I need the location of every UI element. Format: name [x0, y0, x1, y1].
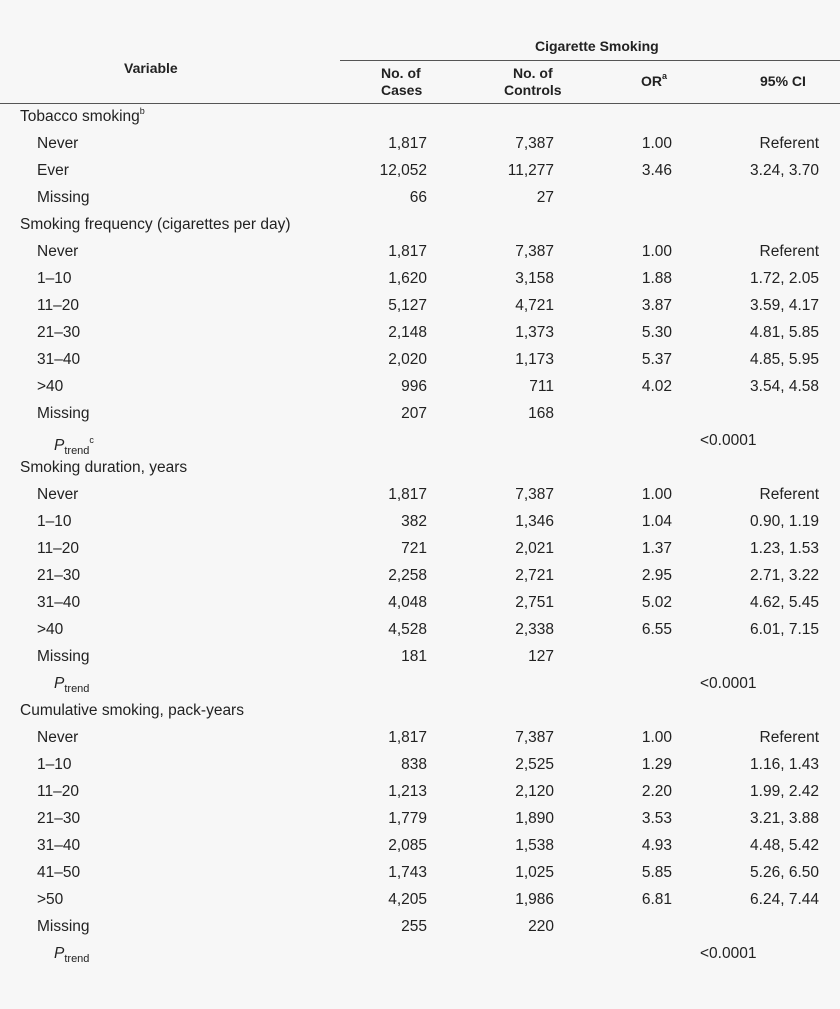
or-cell: 5.37 — [641, 351, 672, 368]
label-footnote: b — [139, 106, 145, 116]
label-text: Missing — [37, 918, 90, 935]
table-row — [0, 751, 840, 778]
table-row — [0, 508, 840, 535]
or-cell: 3.87 — [641, 297, 672, 314]
row-label — [37, 832, 80, 859]
or-cell: 6.81 — [641, 891, 672, 908]
ci-cell: 3.24, 3.70 — [750, 162, 819, 179]
controls-cell: 2,751 — [515, 594, 554, 611]
ci-cell: 1.23, 1.53 — [750, 540, 819, 557]
or-cell: 1.00 — [641, 729, 672, 746]
cases-cell: 4,528 — [388, 621, 427, 638]
header-group-rule — [340, 60, 840, 61]
label-text: 11–20 — [37, 783, 79, 800]
label-text: >50 — [37, 891, 64, 908]
or-cell: 1.04 — [641, 513, 672, 530]
section-label — [20, 103, 145, 130]
section-label — [20, 454, 187, 481]
ci-cell: 6.24, 7.44 — [750, 891, 819, 908]
controls-cell: 1,373 — [515, 324, 554, 341]
label-text: 21–30 — [37, 567, 81, 584]
ci-cell: 4.48, 5.42 — [750, 837, 819, 854]
label-text: 1–10 — [37, 756, 72, 773]
controls-cell: 1,538 — [515, 837, 554, 854]
row-label — [37, 562, 80, 589]
label-text: 11–20 — [37, 540, 79, 557]
ci-cell: 1.16, 1.43 — [750, 756, 819, 773]
header-ci: 95% CI — [760, 73, 806, 89]
table-row — [0, 373, 840, 400]
cases-cell: 207 — [401, 405, 427, 422]
controls-cell: 7,387 — [515, 135, 554, 152]
row-label — [37, 373, 63, 400]
cases-cell: 1,817 — [388, 135, 427, 152]
table-row — [0, 319, 840, 346]
header-or-label: OR — [641, 73, 662, 89]
cases-cell: 1,779 — [388, 810, 427, 827]
controls-cell: 2,338 — [515, 621, 554, 638]
table-row — [0, 589, 840, 616]
controls-cell: 7,387 — [515, 486, 554, 503]
or-cell: 5.02 — [641, 594, 672, 611]
label-text: Tobacco smoking — [20, 108, 140, 125]
or-cell: 5.85 — [641, 864, 672, 881]
table-row — [0, 724, 840, 751]
p-subscript: trend — [64, 683, 90, 695]
table-row — [0, 643, 840, 670]
table-row — [0, 184, 840, 211]
row-label — [37, 589, 80, 616]
controls-cell: 2,021 — [515, 540, 554, 557]
table-row — [0, 130, 840, 157]
row-label — [37, 319, 80, 346]
label-text: 31–40 — [37, 351, 81, 368]
cases-cell: 5,127 — [388, 297, 427, 314]
cases-cell: 2,020 — [388, 351, 427, 368]
or-cell: 4.93 — [641, 837, 672, 854]
or-cell: 5.30 — [641, 324, 672, 341]
label-text: >40 — [37, 378, 64, 395]
table-row — [0, 238, 840, 265]
table-row — [0, 859, 840, 886]
table-row — [0, 886, 840, 913]
header-controls — [504, 65, 562, 99]
row-label — [37, 886, 63, 913]
table-row — [0, 265, 840, 292]
label-text: Missing — [37, 189, 90, 206]
p-trend-value: <0.0001 — [700, 945, 757, 962]
ci-cell: Referent — [759, 486, 819, 503]
cases-cell: 2,148 — [388, 324, 427, 341]
controls-cell: 711 — [529, 378, 554, 395]
cases-cell: 1,213 — [388, 783, 427, 800]
p-trend-value: <0.0001 — [700, 432, 757, 449]
ci-cell: Referent — [759, 135, 819, 152]
row-label — [37, 859, 80, 886]
controls-cell: 11,277 — [507, 162, 554, 179]
section-label — [20, 697, 244, 724]
controls-cell: 168 — [528, 405, 554, 422]
cases-cell: 382 — [401, 513, 427, 530]
table-row — [0, 913, 840, 940]
controls-cell: 220 — [528, 918, 554, 935]
row-label — [37, 535, 79, 562]
row-label — [37, 481, 78, 508]
label-text: Never — [37, 486, 79, 503]
table-row — [0, 670, 840, 697]
or-cell: 1.00 — [641, 135, 672, 152]
controls-cell: 2,525 — [515, 756, 554, 773]
controls-cell: 3,158 — [515, 270, 554, 287]
table-row — [0, 697, 840, 724]
p-symbol: P — [54, 675, 65, 692]
table-row — [0, 535, 840, 562]
ci-cell: 5.26, 6.50 — [750, 864, 819, 881]
or-cell: 6.55 — [641, 621, 672, 638]
p-trend-value: <0.0001 — [700, 675, 757, 692]
row-label — [37, 724, 78, 751]
row-label — [37, 400, 90, 427]
cases-cell: 1,620 — [388, 270, 427, 287]
or-cell: 1.00 — [641, 243, 672, 260]
ci-cell: 3.59, 4.17 — [750, 297, 819, 314]
ci-cell: Referent — [759, 243, 819, 260]
p-subscript: trend — [64, 953, 90, 965]
or-cell: 1.37 — [641, 540, 672, 557]
table-row — [0, 454, 840, 481]
controls-cell: 1,025 — [515, 864, 554, 881]
controls-cell: 27 — [536, 189, 554, 206]
table-row — [0, 427, 840, 457]
cases-cell: 4,205 — [388, 891, 427, 908]
controls-cell: 1,890 — [515, 810, 554, 827]
controls-cell: 1,173 — [515, 351, 554, 368]
ci-cell: 4.62, 5.45 — [750, 594, 819, 611]
row-label — [37, 184, 90, 211]
label-text: Smoking frequency (cigarettes per day) — [20, 216, 291, 233]
row-label — [37, 157, 69, 184]
cases-cell: 255 — [401, 918, 427, 935]
controls-cell: 7,387 — [515, 243, 554, 260]
label-text: 31–40 — [37, 594, 81, 611]
header-or-footnote: a — [662, 71, 668, 81]
table-row — [0, 103, 840, 130]
cases-cell: 1,817 — [388, 486, 427, 503]
cases-cell: 996 — [401, 378, 427, 395]
table-row — [0, 805, 840, 832]
controls-cell: 2,721 — [515, 567, 554, 584]
label-text: 21–30 — [37, 324, 81, 341]
header-or — [641, 73, 667, 90]
cases-cell: 12,052 — [379, 162, 427, 179]
controls-cell: 127 — [528, 648, 554, 665]
ci-cell: 2.71, 3.22 — [750, 567, 819, 584]
table-row — [0, 940, 840, 967]
label-text: >40 — [37, 621, 64, 638]
cases-cell: 181 — [401, 648, 427, 665]
header-variable: Variable — [124, 60, 178, 76]
table-row — [0, 157, 840, 184]
row-label — [37, 238, 78, 265]
controls-cell: 1,986 — [515, 891, 554, 908]
ci-cell: 1.72, 2.05 — [750, 270, 819, 287]
row-label — [37, 346, 80, 373]
table-row — [0, 778, 840, 805]
table-row — [0, 832, 840, 859]
table-row — [0, 616, 840, 643]
controls-cell: 4,721 — [515, 297, 554, 314]
ci-cell: 0.90, 1.19 — [750, 513, 819, 530]
row-label — [37, 751, 71, 778]
table-row — [0, 292, 840, 319]
cases-cell: 721 — [401, 540, 427, 557]
table-row — [0, 346, 840, 373]
cases-cell: 1,817 — [388, 243, 427, 260]
table-row — [0, 481, 840, 508]
p-footnote: c — [89, 435, 94, 445]
ci-cell: 3.21, 3.88 — [750, 810, 819, 827]
p-subscript: trend — [64, 445, 90, 457]
controls-cell: 7,387 — [515, 729, 554, 746]
ci-cell: 1.99, 2.42 — [750, 783, 819, 800]
p-symbol: P — [54, 945, 65, 962]
cases-cell: 838 — [401, 756, 427, 773]
row-label — [37, 265, 71, 292]
row-label — [37, 805, 80, 832]
label-text: Ever — [37, 162, 69, 179]
header-cases-line1: No. of — [381, 65, 421, 81]
p-symbol: P — [54, 437, 65, 454]
label-text: Cumulative smoking, pack-years — [20, 702, 244, 719]
label-text: 21–30 — [37, 810, 81, 827]
section-label — [20, 211, 291, 238]
label-text: Never — [37, 243, 79, 260]
header-controls-line2: Controls — [504, 82, 562, 98]
header-cases-line2: Cases — [381, 82, 423, 98]
ci-cell: 3.54, 4.58 — [750, 378, 819, 395]
row-label — [37, 643, 90, 670]
table-row — [0, 211, 840, 238]
row-label — [37, 778, 79, 805]
p-trend-label — [54, 940, 89, 973]
label-text: Missing — [37, 405, 90, 422]
label-text: Smoking duration, years — [20, 459, 188, 476]
or-cell: 1.00 — [641, 486, 672, 503]
header-cases — [381, 65, 422, 99]
label-text: Never — [37, 729, 79, 746]
ci-cell: 4.81, 5.85 — [750, 324, 819, 341]
row-label — [37, 913, 90, 940]
label-text: Never — [37, 135, 79, 152]
cases-cell: 1,817 — [388, 729, 427, 746]
cases-cell: 66 — [409, 189, 427, 206]
controls-cell: 1,346 — [515, 513, 554, 530]
or-cell: 2.20 — [641, 783, 672, 800]
controls-cell: 2,120 — [515, 783, 554, 800]
label-text: 41–50 — [37, 864, 81, 881]
row-label — [37, 292, 79, 319]
table-row — [0, 400, 840, 427]
cases-cell: 2,258 — [388, 567, 427, 584]
cases-cell: 1,743 — [388, 864, 427, 881]
ci-cell: 4.85, 5.95 — [750, 351, 819, 368]
label-text: 11–20 — [37, 297, 79, 314]
ci-cell: 6.01, 7.15 — [750, 621, 819, 638]
cases-cell: 2,085 — [388, 837, 427, 854]
or-cell: 3.53 — [641, 810, 672, 827]
cases-cell: 4,048 — [388, 594, 427, 611]
label-text: 31–40 — [37, 837, 81, 854]
or-cell: 1.29 — [641, 756, 672, 773]
or-cell: 3.46 — [641, 162, 672, 179]
row-label — [37, 130, 78, 157]
or-cell: 2.95 — [641, 567, 672, 584]
row-label — [37, 508, 71, 535]
table-row — [0, 562, 840, 589]
ci-cell: Referent — [759, 729, 819, 746]
header-controls-line1: No. of — [512, 65, 553, 81]
label-text: Missing — [37, 648, 90, 665]
header-group: Cigarette Smoking — [535, 38, 659, 54]
row-label — [37, 616, 63, 643]
or-cell: 1.88 — [641, 270, 672, 287]
label-text: 1–10 — [37, 513, 72, 530]
label-text: 1–10 — [37, 270, 72, 287]
or-cell: 4.02 — [641, 378, 672, 395]
